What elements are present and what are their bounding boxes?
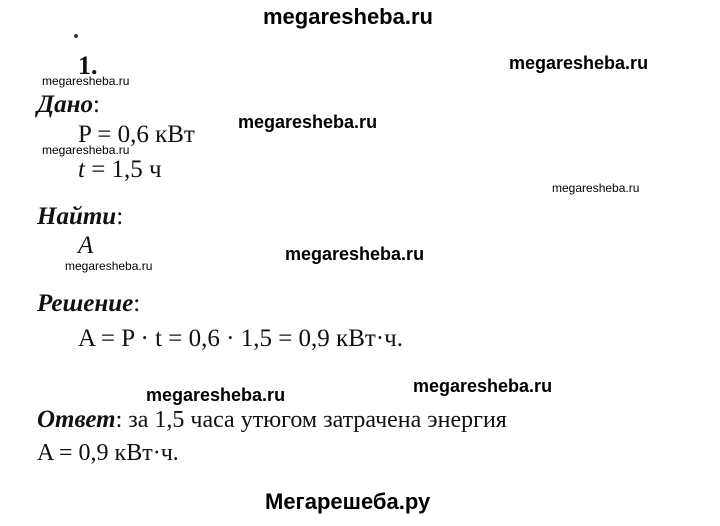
solution-heading: Решение: xyxy=(37,290,141,317)
watermark[interactable]: megaresheba.ru xyxy=(42,143,130,157)
watermark[interactable]: megaresheba.ru xyxy=(285,244,425,264)
watermark[interactable]: megaresheba.ru xyxy=(509,53,649,73)
watermark[interactable]: megaresheba.ru xyxy=(42,74,130,88)
given-time xyxy=(78,157,162,182)
given-heading: Дано: xyxy=(37,91,100,118)
watermark-top[interactable]: megaresheba.ru xyxy=(263,4,433,29)
answer-line-2: A = 0,9 кВт·ч. xyxy=(37,440,179,466)
find-heading: Найти: xyxy=(37,203,124,230)
given-power-value: = 0,6 кВт xyxy=(90,121,195,148)
find-label: Найти xyxy=(37,203,117,230)
ink-dot xyxy=(74,34,78,38)
watermark[interactable]: megaresheba.ru xyxy=(413,376,553,396)
given-label: Дано xyxy=(37,91,93,118)
given-power-var: P xyxy=(78,121,91,148)
solution-label: Решение xyxy=(37,290,134,317)
given-time-value: = 1,5 ч xyxy=(84,156,162,183)
footer-watermark[interactable]: Мегарешеба.ру xyxy=(265,489,431,514)
watermark[interactable]: megaresheba.ru xyxy=(146,385,286,405)
answer-line-1 xyxy=(37,407,507,432)
solution-formula: A = P · t = 0,6 · 1,5 = 0,9 кВт·ч. xyxy=(78,325,403,352)
given-time-var: t xyxy=(78,156,85,183)
watermark[interactable]: megaresheba.ru xyxy=(552,181,640,195)
find-value: A xyxy=(78,232,94,259)
answer-text: : за 1,5 часа утюгом затрачена энергия xyxy=(115,407,507,433)
watermark[interactable]: megaresheba.ru xyxy=(238,112,378,132)
watermark[interactable]: megaresheba.ru xyxy=(65,259,153,273)
answer-label: Ответ xyxy=(37,406,116,433)
problem-number: 1. xyxy=(78,51,98,80)
